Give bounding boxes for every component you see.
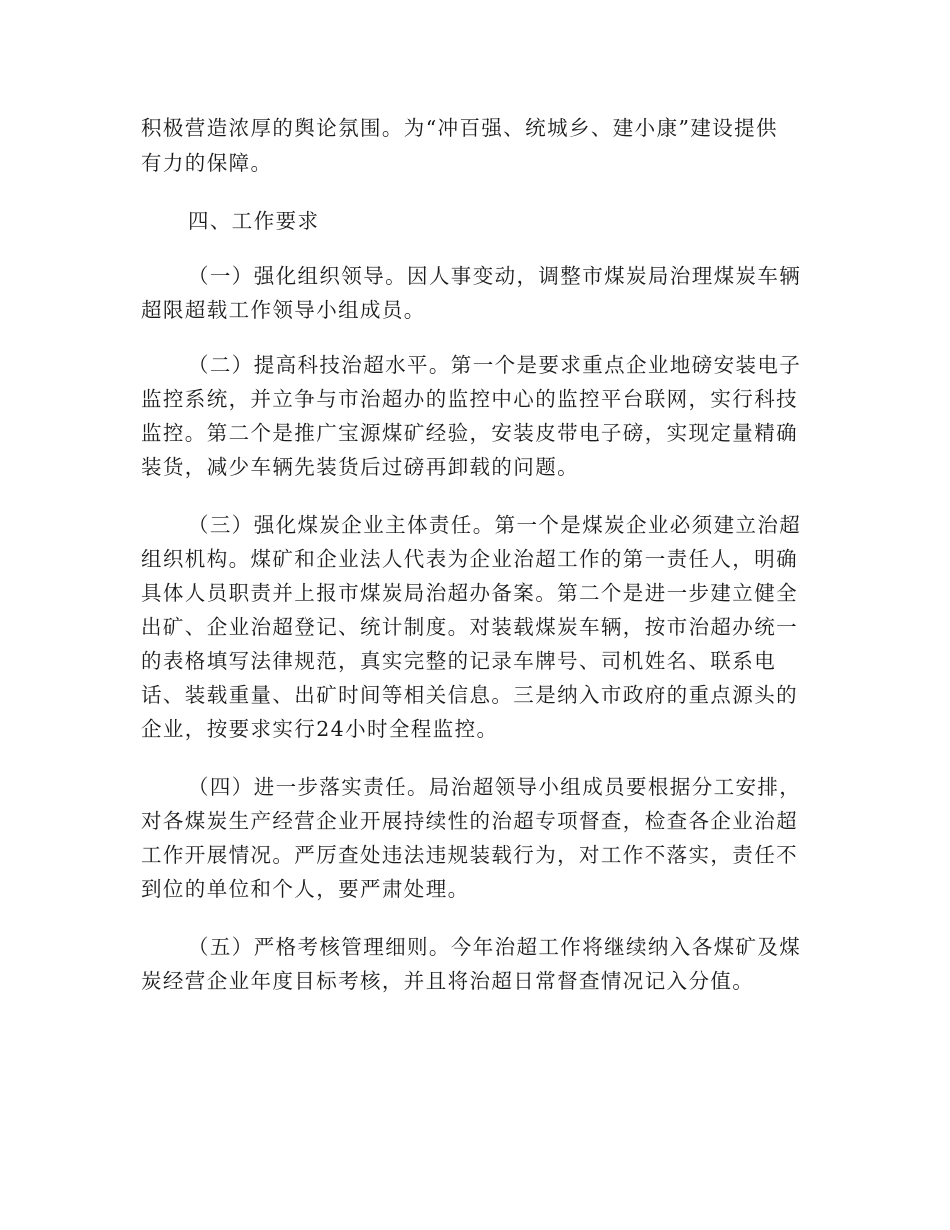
item-5-line-2: 炭经营企业年度目标考核，并且将治超日常督查情况记入分值。 <box>141 969 755 993</box>
item-4-line-4: 到位的单位和个人，要严肃处理。 <box>141 877 470 901</box>
intro-line-1: 积极营造浓厚的舆论氛围。为“冲百强、统城乡、建小康”建设提供 <box>141 116 778 140</box>
item-1-line-2: 超限超载工作领导小组成员。 <box>141 298 426 322</box>
item-1-line-1: （一）强化组织领导。因人事变动，调整市煤炭局治理煤炭车辆 <box>188 264 802 288</box>
item-3-line-6: 话、装载重量、出矿时间等相关信息。三是纳入市政府的重点源头的 <box>141 683 798 707</box>
item-3-line-4: 出矿、企业治超登记、统计制度。对装载煤炭车辆，按市治超办统一 <box>141 615 798 639</box>
item-4-line-1: （四）进一步落实责任。局治超领导小组成员要根据分工安排， <box>188 775 802 799</box>
intro-line-2: 有力的保障。 <box>141 151 273 175</box>
item-5-line-1: （五）严格考核管理细则。今年治超工作将继续纳入各煤矿及煤 <box>188 935 802 959</box>
item-3-line-3: 具体人员职责并上报市煤炭局治超办备案。第二个是进一步建立健全 <box>141 581 798 605</box>
item-2-line-3: 监控。第二个是推广宝源煤矿经验，安装皮带电子磅，实现定量精确 <box>141 421 798 445</box>
section-heading: 四、工作要求 <box>188 209 320 233</box>
item-3-line-7: 企业，按要求实行24小时全程监控。 <box>141 717 499 741</box>
item-2-line-4: 装货，减少车辆先装货后过磅再卸载的问题。 <box>141 455 579 479</box>
item-3-line-2: 组织机构。煤矿和企业法人代表为企业治超工作的第一责任人，明确 <box>141 547 798 571</box>
item-2-line-1: （二）提高科技治超水平。第一个是要求重点企业地磅安装电子 <box>188 353 802 377</box>
item-4-line-3: 工作开展情况。严厉查处违法违规装载行为，对工作不落实，责任不 <box>141 843 798 867</box>
item-3-line-1: （三）强化煤炭企业主体责任。第一个是煤炭企业必须建立治超 <box>188 513 802 537</box>
item-4-line-2: 对各煤炭生产经营企业开展持续性的治超专项督查，检查各企业治超 <box>141 809 798 833</box>
item-3-line-5: 的表格填写法律规范，真实完整的记录车牌号、司机姓名、联系电 <box>141 649 777 673</box>
item-2-line-2: 监控系统，并立争与市治超办的监控中心的监控平台联网，实行科技 <box>141 387 798 411</box>
